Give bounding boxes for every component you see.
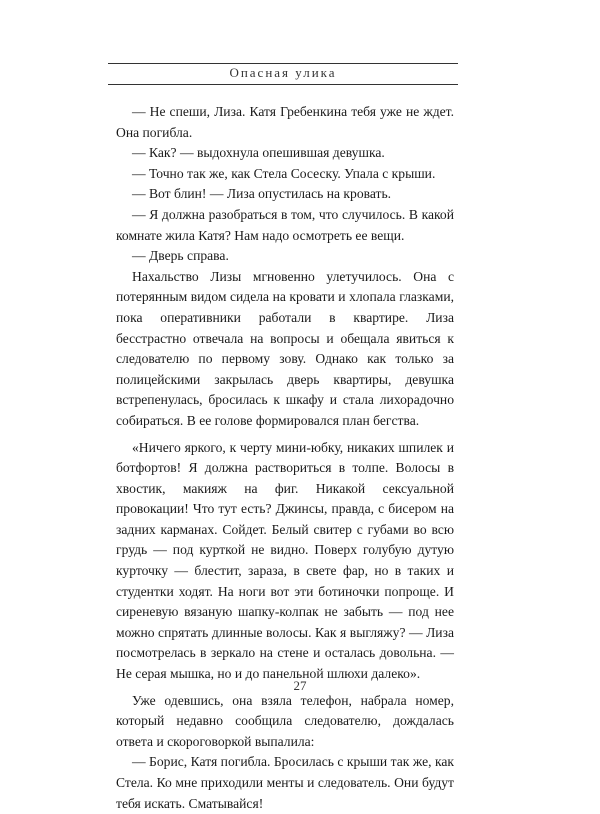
narrative-paragraph: Нахальство Лизы мгновенно улетучилось. Она с потерянным видом сидела на кровати и хлопала глазками, пока оперативники работали в квартире. Лиза бесстрастно отвечала на вопросы и обещала явиться к следователю по первому зову. Однако как только за полицейскими закрылась дверь квартиры, девушка встрепенулась, бросилась к шкафу и стала лихорадочно собираться. В ее голове формировался план бегства. bbox=[116, 268, 454, 428]
dialogue-line: — Борис, Катя погибла. Бросилась с крыши так же, как Стела. Ко мне приходили менты и следователь. Они будут тебя искать. Сматывайся! bbox=[116, 754, 454, 811]
dialogue-line: — Дверь справа. bbox=[132, 248, 229, 264]
header-rule-top bbox=[108, 63, 458, 64]
inner-monologue-paragraph: «Ничего яркого, к черту мини-юбку, никаких шпилек и ботфортов! Я должна раствориться в толпе. Волосы в хвостик, макияж на фиг. Никакой сексуальной провокации! Что тут есть? Джинсы, правда, с бисером на задних карманах. Сойдет. Белый свитер с губами во всю грудь — под курткой не видно. Поверх голубую дутую курточку — блестит, зараза, в свете фар, но в таких и студентки ходят. На ноги вот эти ботиночки попроще. И сиреневую вязаную шапку-колпак не забыть — под нее можно спрятать длинные волосы. Как я выгляжу? — Лиза посмотрелась в зеркало на стене и осталась довольна. — Не серая мышка, но и до панельной шлюхи далеко». bbox=[116, 439, 454, 682]
dialogue-line: — Вот блин! — Лиза опустилась на кровать. bbox=[132, 186, 392, 202]
page-number: 27 bbox=[293, 678, 307, 693]
dialogue-line: — Как? — выдохнула опешившая девушка. bbox=[132, 145, 385, 161]
header-rule-bottom bbox=[108, 84, 458, 85]
running-head bbox=[108, 58, 458, 94]
dialogue-line: — Точно так же, как Стела Сосеску. Упала с крыши. bbox=[132, 165, 436, 181]
running-title: Опасная улика bbox=[229, 65, 337, 80]
narrative-paragraph: Уже одевшись, она взяла телефон, набрала номер, который недавно сообщила следователю, дождалась ответа и скороговоркой выпалила: bbox=[116, 692, 454, 749]
dialogue-line: — Я должна разобраться в том, что случилось. В какой комнате жила Катя? Нам надо осмотреть ее вещи. bbox=[116, 206, 454, 243]
dialogue-line: — Не спеши, Лиза. Катя Гребенкина тебя уже не ждет. Она погибла. bbox=[116, 104, 454, 140]
body-text bbox=[116, 102, 454, 814]
